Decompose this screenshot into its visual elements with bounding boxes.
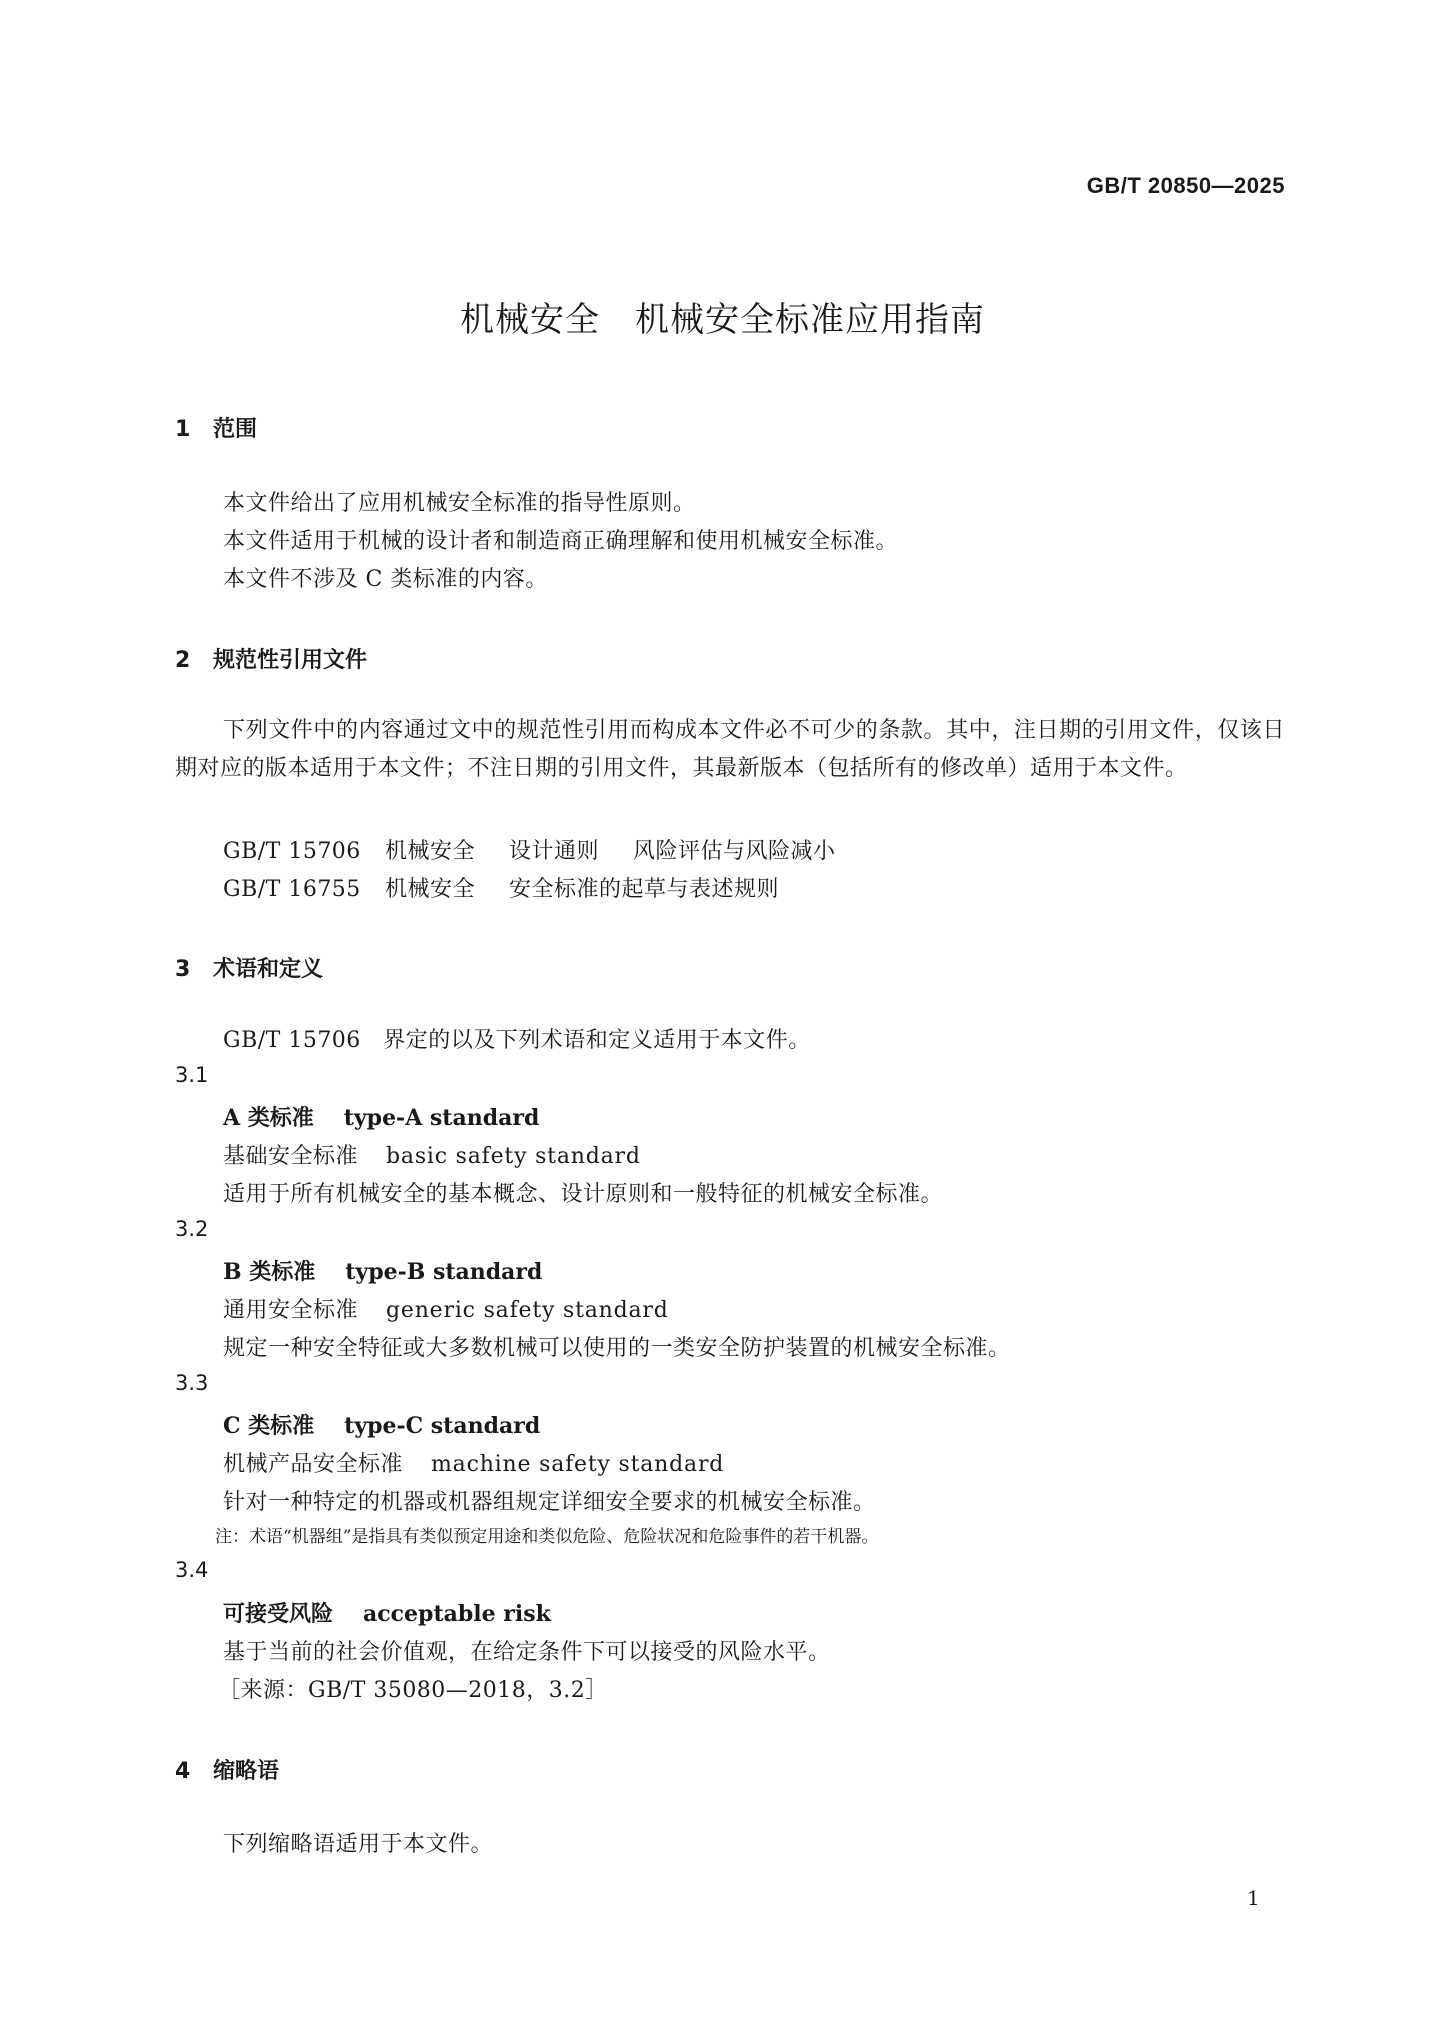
- section-number: 4: [175, 1759, 191, 1784]
- abbreviations-paragraph: 下列缩略语适用于本文件。: [223, 1832, 494, 1857]
- term-admitted-zh: 机械产品安全标准: [223, 1452, 404, 1477]
- term-definition: 规定一种安全特征或大多数机械可以使用的一类安全防护装置的机械安全标准。: [223, 1336, 1011, 1361]
- reference-title-part: 机械安全: [385, 877, 476, 902]
- term-title: [223, 1409, 540, 1440]
- reference-code: GB/T 16755: [223, 877, 361, 902]
- term-en: type-B standard: [345, 1259, 543, 1285]
- term-source: ［来源：GB/T 35080—2018，3.2］: [218, 1678, 608, 1703]
- section-heading-abbreviations: [175, 1754, 279, 1785]
- section-heading-normative-references: [175, 643, 367, 674]
- term-admitted-zh: 通用安全标准: [223, 1298, 359, 1323]
- reference-title-part: 风险评估与风险减小: [633, 839, 836, 864]
- term-number: 3.4: [175, 1558, 209, 1582]
- term-definition: 针对一种特定的机器或机器组规定详细安全要求的机械安全标准。: [223, 1490, 876, 1515]
- term-number: 3.1: [175, 1063, 209, 1087]
- term-number: 3.2: [175, 1217, 209, 1241]
- scope-paragraph-2: 本文件适用于机械的设计者和制造商正确理解和使用机械安全标准。: [223, 529, 899, 554]
- term-title: [223, 1101, 539, 1132]
- term-definition: 适用于所有机械安全的基本概念、设计原则和一般特征的机械安全标准。: [223, 1182, 944, 1207]
- normative-references-intro: 下列文件中的内容通过文中的规范性引用而构成本文件必不可少的条款。其中，注日期的引用文件，仅该日期对应的版本适用于本文件；不注日期的引用文件，其最新版本（包括所有的修改单）适用于本文件。: [175, 718, 1285, 781]
- term-zh: 可接受风险: [223, 1601, 334, 1627]
- term-title: [223, 1597, 551, 1628]
- section-heading-terms-definitions: [175, 952, 323, 983]
- term-note: 注：术语“机器组”是指具有类似预定用途和类似危险、危险状况和危险事件的若干机器。: [215, 1527, 879, 1547]
- term-en: type-A standard: [343, 1105, 540, 1131]
- section-title: 规范性引用文件: [213, 648, 368, 673]
- term-zh: B 类标准: [223, 1259, 316, 1285]
- term-admitted-en: generic safety standard: [386, 1298, 669, 1323]
- reference-title-part: 安全标准的起草与表述规则: [509, 877, 780, 902]
- term-zh: C 类标准: [223, 1413, 315, 1439]
- term-number: 3.3: [175, 1371, 209, 1395]
- terms-intro: GB/T 15706 界定的以及下列术语和定义适用于本文件。: [223, 1028, 811, 1053]
- term-admitted-zh: 基础安全标准: [223, 1144, 359, 1169]
- reference-entry: [223, 834, 836, 865]
- term-admitted: [223, 1447, 724, 1478]
- term-en: type-C standard: [344, 1413, 541, 1439]
- section-number: 2: [175, 648, 191, 673]
- term-zh: A 类标准: [223, 1105, 314, 1131]
- section-number: 3: [175, 957, 191, 982]
- term-admitted: [223, 1293, 669, 1324]
- standard-number: GB/T 20850—2025: [1086, 173, 1285, 198]
- scope-paragraph-3: 本文件不涉及 C 类标准的内容。: [223, 567, 548, 592]
- section-title: 缩略语: [213, 1759, 280, 1784]
- reference-entry: [223, 872, 779, 903]
- term-admitted: [223, 1139, 641, 1170]
- term-title: [223, 1255, 542, 1286]
- term-admitted-en: basic safety standard: [386, 1144, 641, 1169]
- reference-title-part: 机械安全: [385, 839, 476, 864]
- term-definition: 基于当前的社会价值观，在给定条件下可以接受的风险水平。: [223, 1640, 831, 1665]
- document-title: 机械安全 机械安全标准应用指南: [460, 300, 985, 340]
- reference-title-part: 设计通则: [509, 839, 600, 864]
- section-number: 1: [175, 417, 191, 442]
- term-en: acceptable risk: [363, 1601, 551, 1627]
- section-title: 范围: [213, 417, 258, 442]
- page-number: 1: [1247, 1886, 1260, 1910]
- scope-paragraph-1: 本文件给出了应用机械安全标准的指导性原则。: [223, 491, 696, 516]
- section-title: 术语和定义: [213, 957, 324, 982]
- reference-code: GB/T 15706: [223, 839, 361, 864]
- term-admitted-en: machine safety standard: [431, 1452, 725, 1477]
- section-heading-scope: [175, 412, 257, 443]
